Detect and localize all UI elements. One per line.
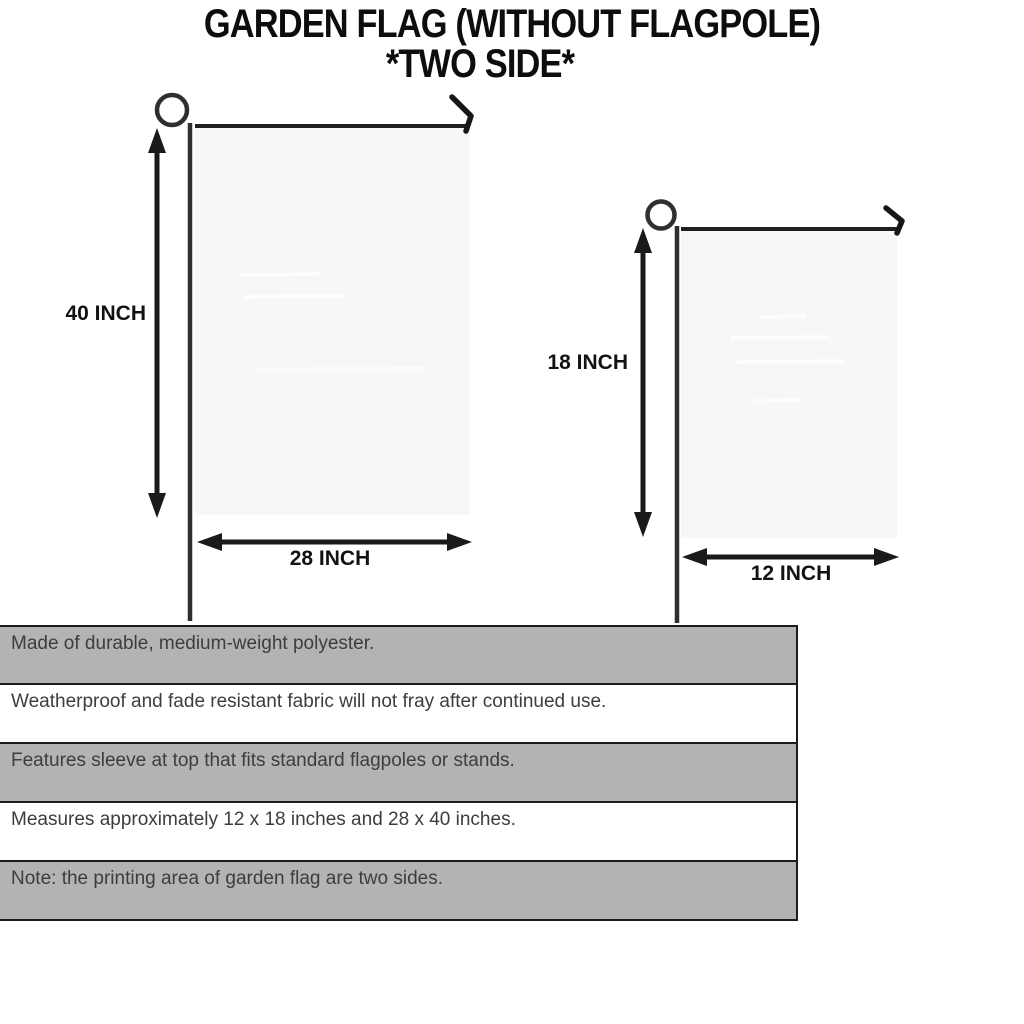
feature-row (0, 683, 796, 742)
fabric-wrinkle (240, 274, 320, 275)
feature-row (0, 801, 796, 860)
arrowhead-up-icon (634, 228, 652, 253)
small-flag-width-label: 12 INCH (750, 562, 832, 585)
feature-row (0, 627, 796, 683)
small-flag-height-arrow (634, 228, 652, 537)
fabric-wrinkle (730, 337, 830, 338)
large-flag-fabric (195, 127, 470, 515)
arrowhead-right-icon (447, 533, 472, 551)
small-flag-illustration (648, 202, 903, 624)
flagpole-loop-icon (157, 95, 187, 125)
feature-text: Note: the printing area of garden flag are two sides. (11, 868, 443, 889)
feature-row (0, 742, 796, 801)
fabric-wrinkle (243, 296, 345, 297)
features-table (0, 625, 798, 921)
arrowhead-down-icon (148, 493, 166, 518)
feature-text: Weatherproof and fade resistant fabric will not fray after continued use. (11, 691, 607, 712)
small-flag-sleeve (681, 227, 897, 231)
feature-text: Measures approximately 12 x 18 inches and 28 x 40 inches. (11, 809, 516, 830)
large-flag-sleeve (195, 124, 470, 128)
small-flag-fabric (681, 230, 897, 538)
fabric-wrinkle (255, 369, 425, 370)
feature-row (0, 860, 796, 919)
feature-text: Made of durable, medium-weight polyester. (11, 633, 375, 654)
large-flag-height-arrow (148, 128, 166, 518)
arrowhead-up-icon (148, 128, 166, 153)
page-title: GARDEN FLAG (WITHOUT FLAGPOLE) (203, 2, 821, 46)
fabric-wrinkle (735, 361, 845, 362)
fabric-wrinkle (760, 316, 806, 317)
large-flag-width-label: 28 INCH (289, 547, 371, 570)
fabric-wrinkle (750, 400, 802, 401)
large-flag-height-label: 40 INCH (65, 302, 146, 325)
feature-text: Features sleeve at top that fits standard flagpoles or stands. (11, 750, 515, 771)
arrowhead-down-icon (634, 512, 652, 537)
arrowhead-left-icon (197, 533, 222, 551)
small-flag-height-label: 18 INCH (547, 351, 628, 374)
flagpole-loop-icon (648, 202, 675, 229)
page-subtitle: *TWO SIDE* (385, 42, 575, 86)
